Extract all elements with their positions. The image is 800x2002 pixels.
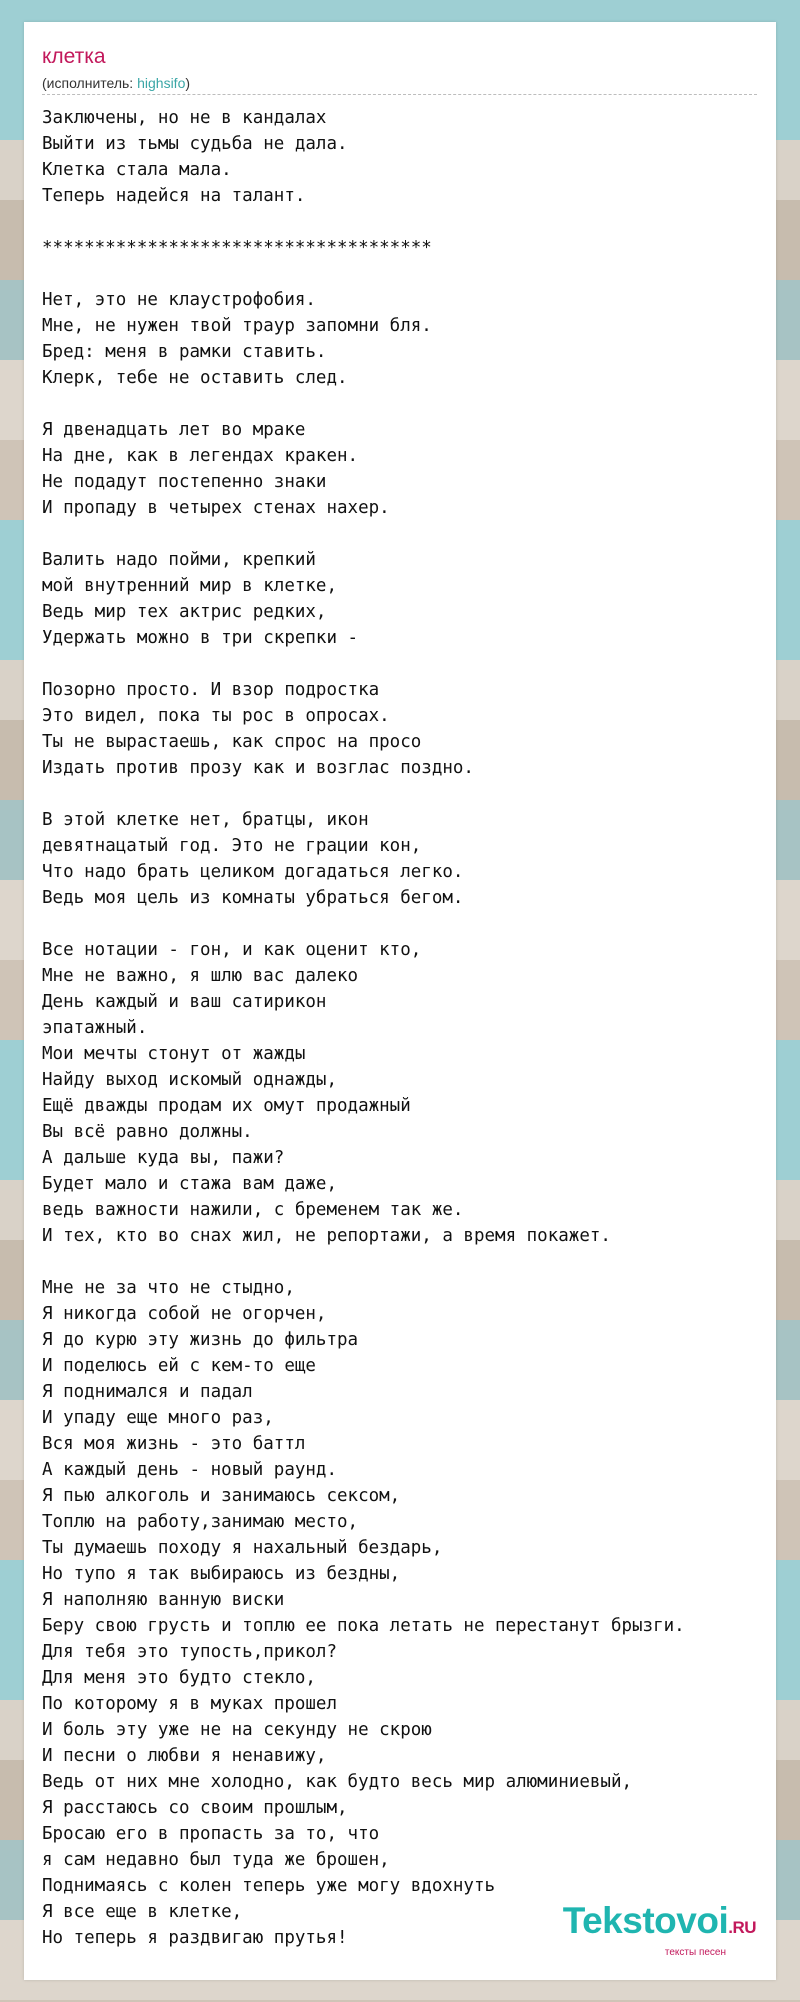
artist-line [42, 74, 190, 92]
divider [42, 94, 757, 95]
artist-prefix: (исполнитель: [42, 75, 138, 91]
artist-link[interactable]: highsifo [137, 75, 186, 91]
artist-suffix: ) [185, 75, 191, 91]
lyrics-card [24, 22, 776, 1980]
site-logo[interactable] [563, 1902, 756, 1958]
lyrics-text: Заключены, но не в кандалах Выйти из тьмы судьба не дала. Клетка стала мала. Теперь надейся на талант. ************************************* Нет, это не клаустрофобия. Мне, не нужен твой траур запомни бля. Бред: меня в рамки ставить. Клерк, тебе не оставить след. Я двенадцать лет во мраке На дне, как в легендах кракен. Не подадут постепенно знаки И пропаду в четырех стенах нахер. Валить надо пойми, крепкий мой внутренний мир в клетке, Ведь мир тех актрис редких, Удержать можно в три скрепки - Позорно просто. И взор подростка Это видел, пока ты рос в опросах. Ты не вырастаешь, как спрос на просо Издать против прозу как и возглас поздно. В этой клетке нет, братцы, икон девятнацатый год. Это не грации кон, Что надо брать целиком догадаться легко. Ведь моя цель из комнаты убраться бегом. Все нотации - гон, и как оценит кто, Мне не важно, я шлю вас далеко День каждый и ваш сатирикон эпатажный. Мои мечты стонут от жажды Найду выход искомый однажды, Ещё дважды продам их омут продажный Вы всё равно должны. А дальше куда вы, пажи? Будет мало и стажа вам даже, ведь важности нажили, с бременем так же. И тех, кто во снах жил, не репортажи, а время покажет. Мне не за что не стыдно, Я никогда собой не огорчен, Я до курю эту жизнь до фильтра И поделюсь ей с кем-то еще Я поднимался и падал И упаду еще много раз, Вся моя жизнь - это баттл А каждый день - новый раунд. Я пью алкоголь и занимаюсь сексом, Топлю на работу,занимаю место, Ты думаешь походу я нахальный бездарь, Но тупо я так выбираюсь из бездны, Я наполняю ванную виски Беру свою грусть и топлю ее пока летать не перестанут брызги. Для тебя это тупость,прикол? Для меня это будто стекло, По которому я в муках прошел И боль эту уже не на секунду не скрою И песни о любви я ненавижу, Ведь от них мне холодно, как будто весь мир алюминиевый, Я расстаюсь со своим прошлым, Бросаю его в пропасть за то, что я сам недавно был туда же брошен, Поднимаясь с колен теперь уже могу вдохнуть Я все еще в клетке, Но теперь я раздвигаю прутья! [42, 108, 685, 1948]
logo-subtitle: тексты песен [664, 1947, 726, 1958]
logo-name: Tekstovoi [562, 1900, 729, 1941]
logo-tld: .RU [728, 1918, 756, 1937]
song-title: клетка [42, 45, 106, 68]
